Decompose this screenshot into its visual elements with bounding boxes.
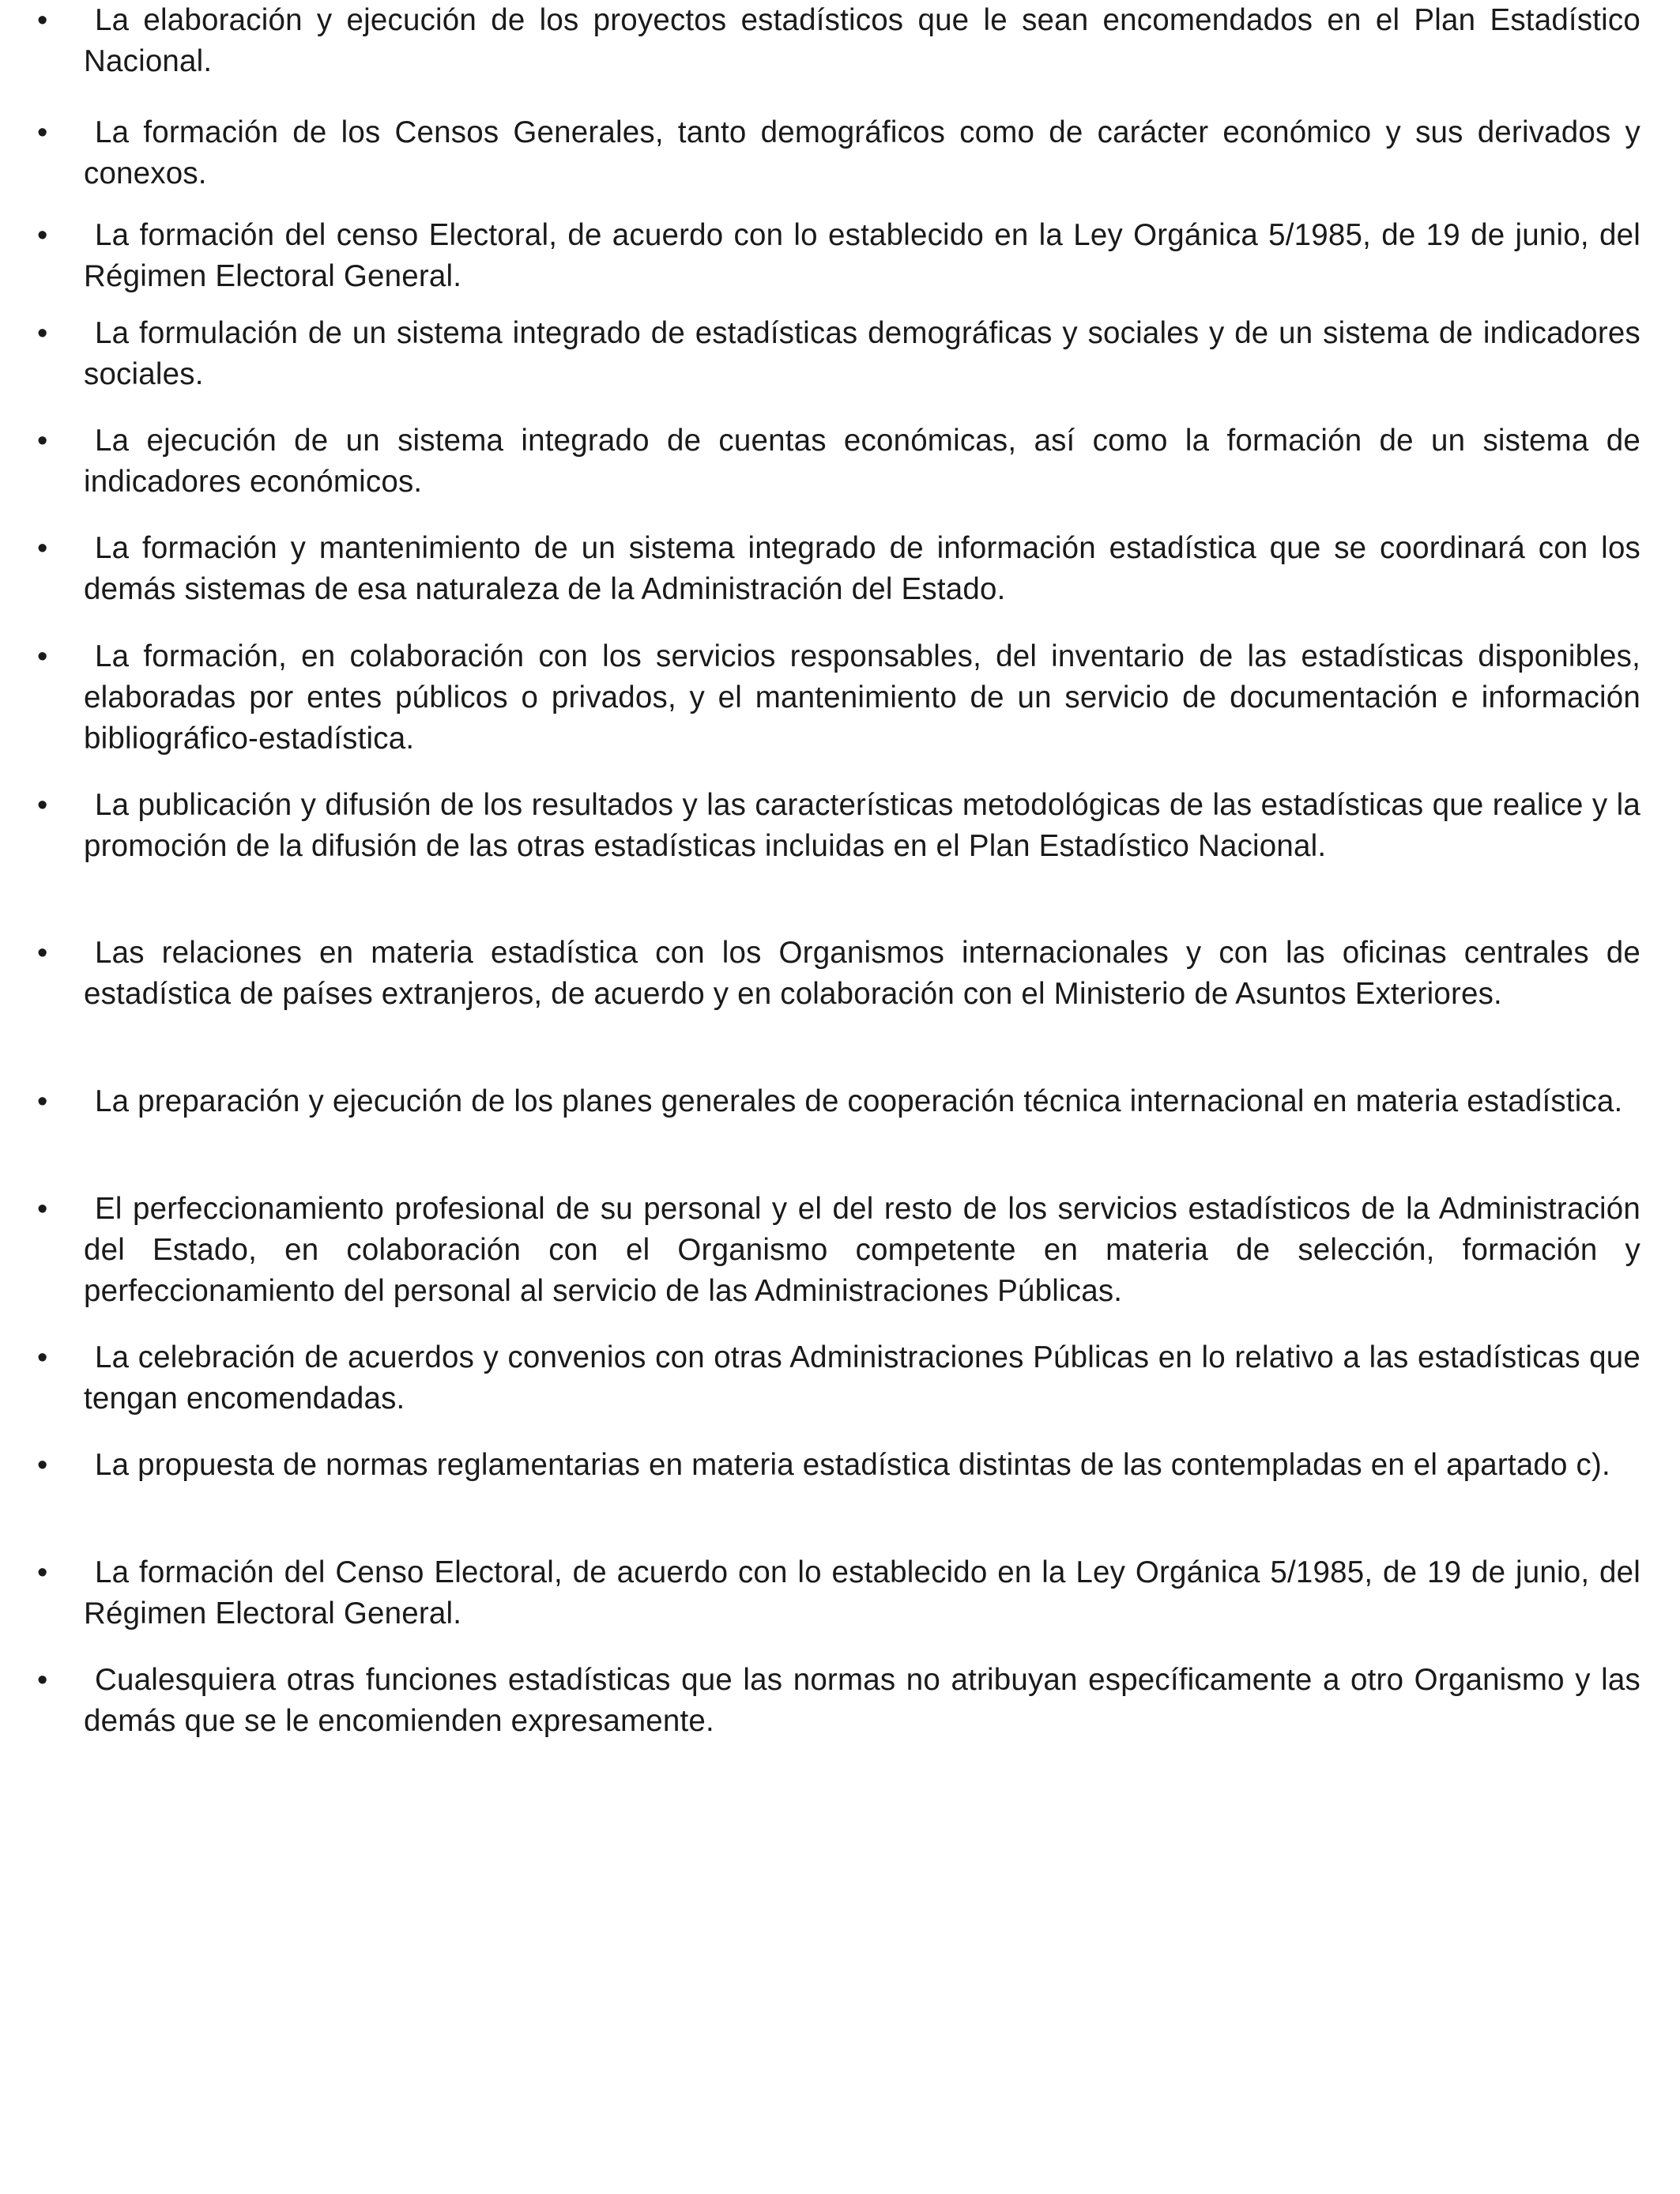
list-item-text: La publicación y difusión de los resultados y las características metodológicas de las estadísticas que realice y la promoción de la difusión de las otras estadísticas incluidas en el Plan Estadístico Nacional. <box>84 788 1640 863</box>
list-item-text: La celebración de acuerdos y convenios con otras Administraciones Públicas en lo relativo a las estadísticas que tengan encomendadas. <box>84 1340 1640 1416</box>
bullet-icon: • <box>37 1085 48 1118</box>
bullet-icon: • <box>37 640 48 673</box>
bullet-icon: • <box>37 532 48 565</box>
list-item-text: La elaboración y ejecución de los proyectos estadísticos que le sean encomendados en el Plan Estadístico Nacional. <box>84 3 1640 78</box>
bullet-icon: • <box>37 1664 48 1697</box>
list-item-text: Las relaciones en materia estadística con los Organismos internacionales y con las oficinas centrales de estadística de países extranjeros, de acuerdo y en colaboración con el Ministerio de Asuntos Exteriores. <box>84 936 1640 1011</box>
bullet-icon: • <box>37 317 48 350</box>
bullet-icon: • <box>37 1193 48 1226</box>
list-item-text: La formación y mantenimiento de un sistema integrado de información estadística que se coordinará con los demás sistemas de esa naturaleza de la Administración del Estado. <box>84 531 1640 606</box>
bullet-icon: • <box>37 1341 48 1374</box>
bullet-icon: • <box>37 424 48 458</box>
bullet-icon: • <box>37 789 48 822</box>
list-item-text: La propuesta de normas reglamentarias en materia estadística distintas de las contempladas en el apartado c). <box>95 1448 1610 1482</box>
bullet-icon: • <box>37 116 48 149</box>
list-item-text: El perfeccionamiento profesional de su personal y el del resto de los servicios estadísticos de la Administración del Estado, en colaboración con el Organismo competente en materia de selección, formación y perfeccionamiento del personal al servicio de las Administraciones Públicas. <box>84 1192 1640 1308</box>
list-item-text: La formulación de un sistema integrado de estadísticas demográficas y sociales y de un sistema de indicadores sociales. <box>84 316 1640 391</box>
list-item-text: La formación del censo Electoral, de acuerdo con lo establecido en la Ley Orgánica 5/1985, de 19 de junio, del Régimen Electoral General. <box>84 218 1640 293</box>
list-item-text: La formación de los Censos Generales, tanto demográficos como de carácter económico y sus derivados y conexos. <box>84 115 1640 190</box>
bullet-icon: • <box>37 219 48 252</box>
list-item-text: La ejecución de un sistema integrado de cuentas económicas, así como la formación de un sistema de indicadores económicos. <box>84 424 1640 499</box>
bullet-icon: • <box>37 937 48 970</box>
list-item-text: La preparación y ejecución de los planes generales de cooperación técnica internacional en materia estadística. <box>95 1084 1623 1118</box>
list-item-text: La formación, en colaboración con los servicios responsables, del inventario de las estadísticas disponibles, elaboradas por entes públicos o privados, y el mantenimiento de un servicio de documentación e información bibliográfico-estadística. <box>84 639 1640 756</box>
bullet-icon: • <box>37 4 48 37</box>
list-item-text: Cualesquiera otras funciones estadísticas que las normas no atribuyan específicamente a otro Organismo y las demás que se le encomienden expresamente. <box>84 1663 1640 1738</box>
list-item-text: La formación del Censo Electoral, de acuerdo con lo establecido en la Ley Orgánica 5/1985, de 19 de junio, del Régimen Electoral General. <box>84 1555 1640 1630</box>
bullet-icon: • <box>37 1556 48 1589</box>
bullet-icon: • <box>37 1449 48 1482</box>
